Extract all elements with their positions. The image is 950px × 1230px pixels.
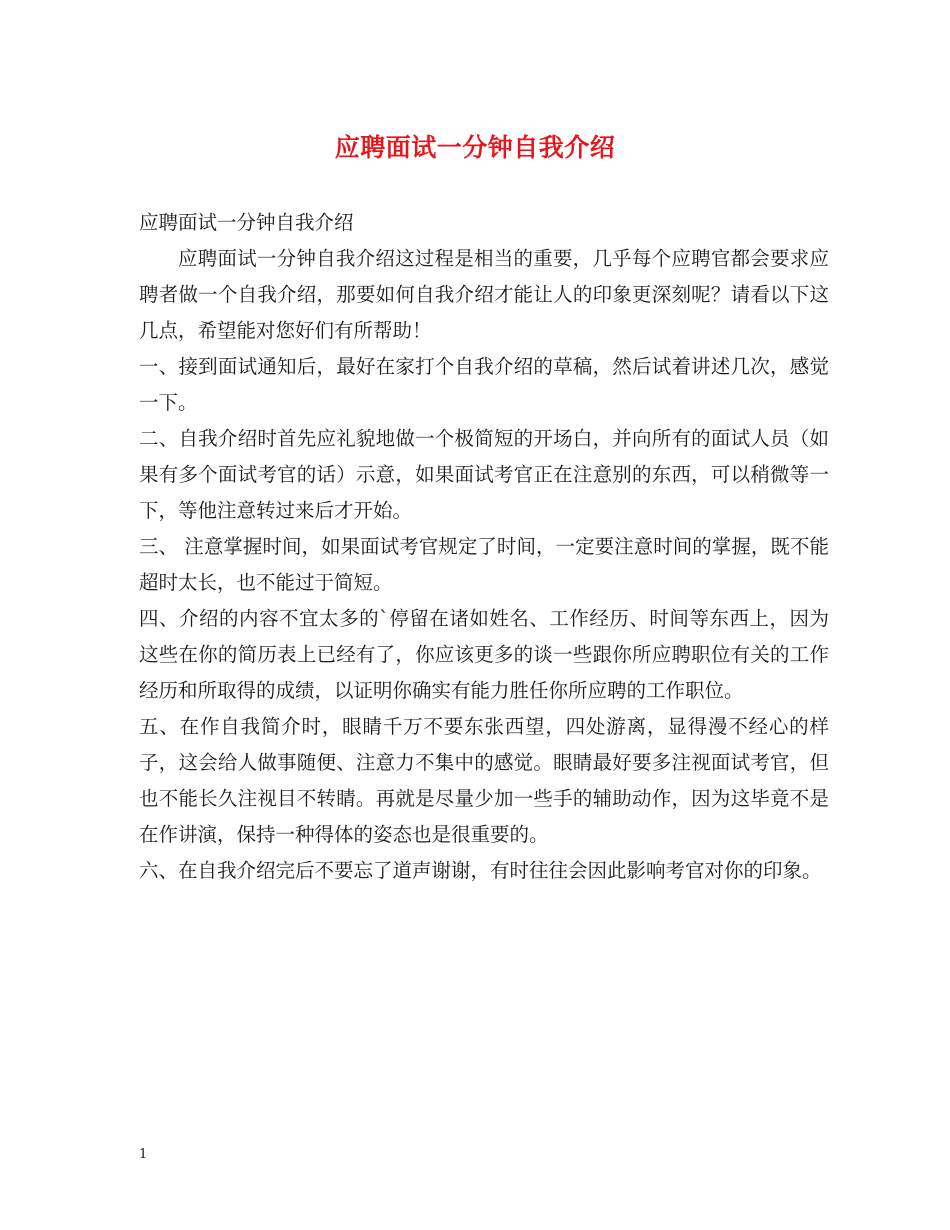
page-number: 1 xyxy=(139,1147,148,1162)
point-paragraph-3: 三、 注意掌握时间，如果面试考官规定了时间，一定要注意时间的掌握，既不能超时太长，也不能过于简短。 xyxy=(139,535,829,594)
point-paragraph-4: 四、介绍的内容不宜太多的`停留在诸如姓名、工作经历、时间等东西上，因为这些在你的简历表上已经有了，你应该更多的谈一些跟你所应聘职位有关的工作经历和所取得的成绩，以证明你确实有能力胜任你所应聘的工作职位。 xyxy=(139,607,829,702)
point-paragraph-5: 五、在作自我简介时，眼睛千万不要东张西望，四处游离，显得漫不经心的样子，这会给人做事随便、注意力不集中的感觉。眼睛最好要多注视面试考官，但也不能长久注视目不转睛。再就是尽量少加一些手的辅助动作，因为这毕竟不是在作讲演，保持一种得体的姿态也是很重要的。 xyxy=(139,715,829,846)
document-subtitle: 应聘面试一分钟自我介绍 xyxy=(139,211,354,234)
point-paragraph-6: 六、在自我介绍完后不要忘了道声谢谢，有时往往会因此影响考官对你的印象。 xyxy=(139,859,822,882)
point-paragraph-2: 二、自我介绍时首先应礼貌地做一个极简短的开场白，并向所有的面试人员（如果有多个面试考官的话）示意，如果面试考官正在注意别的东西，可以稍微等一下，等他注意转过来后才开始。 xyxy=(139,427,829,522)
document-title: 应聘面试一分钟自我介绍 xyxy=(334,133,616,162)
intro-paragraph: 应聘面试一分钟自我介绍这过程是相当的重要，几乎每个应聘官都会要求应聘者做一个自我介绍，那要如何自我介绍才能让人的印象更深刻呢？请看以下这几点，希望能对您好们有所帮助！ xyxy=(139,247,829,342)
document-body xyxy=(139,205,829,889)
point-paragraph-1: 一、接到面试通知后，最好在家打个自我介绍的草稿，然后试着讲述几次，感觉一下。 xyxy=(139,355,829,414)
